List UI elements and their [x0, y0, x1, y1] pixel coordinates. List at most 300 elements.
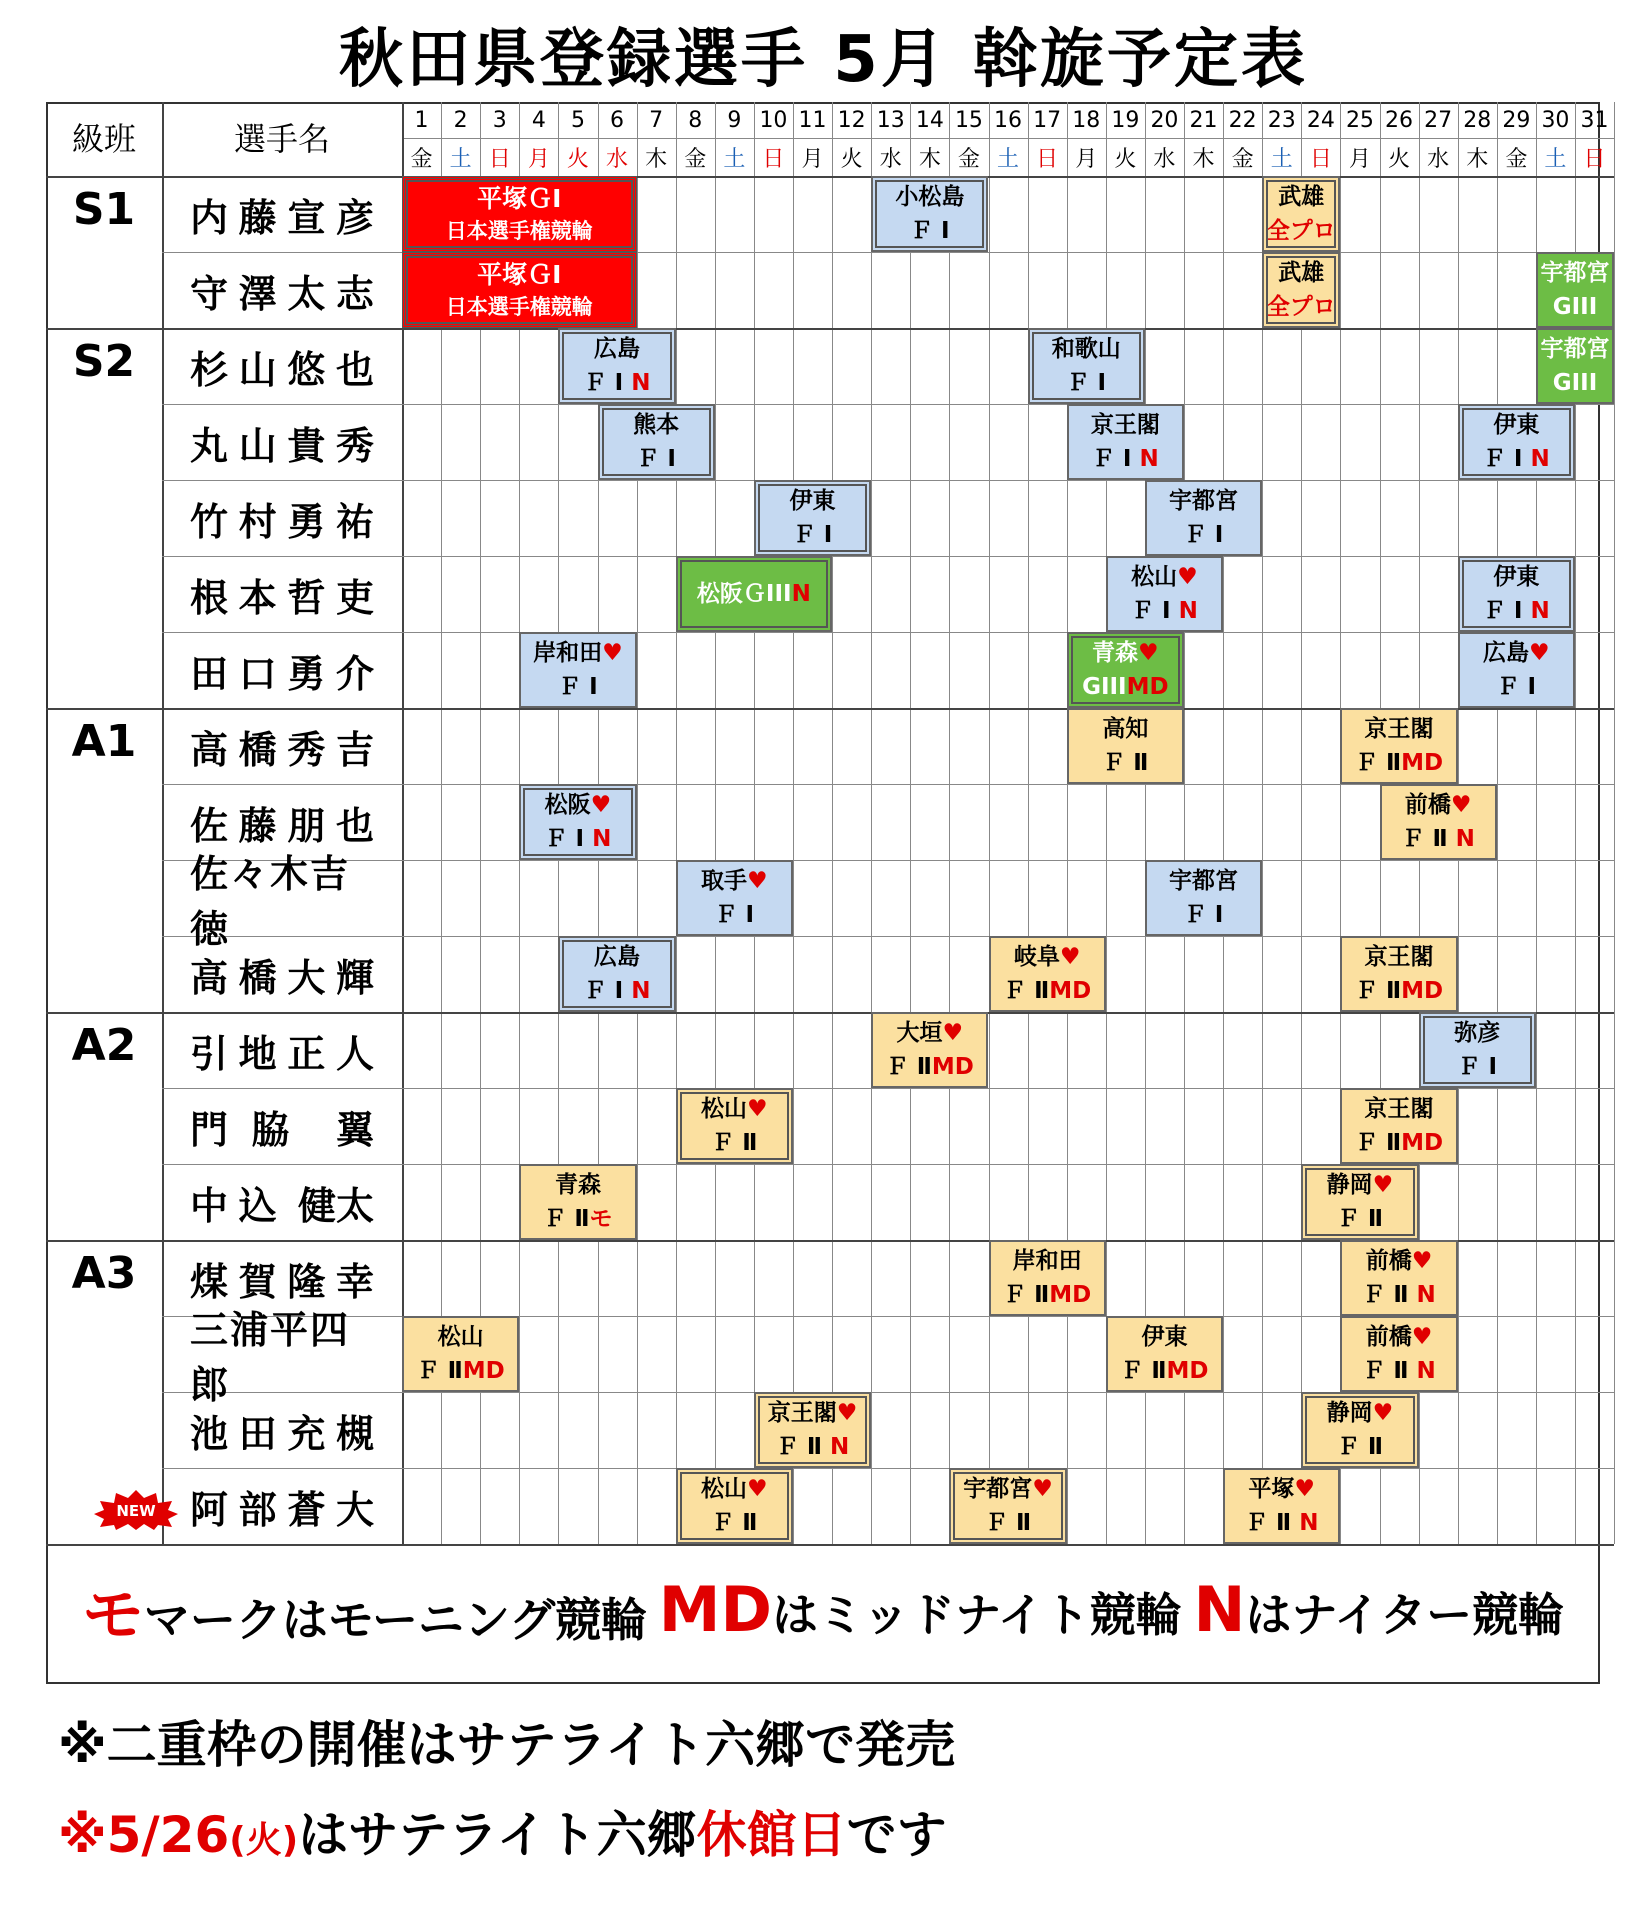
event-block[interactable] [1301, 1164, 1418, 1240]
event-venue [1483, 639, 1550, 666]
heart-icon: ♥ [836, 1399, 858, 1426]
rider-name-char: 脇 [251, 1107, 290, 1152]
nighter-mark: N [1299, 1509, 1319, 1536]
rider-name-char: 佐 [190, 803, 229, 848]
event-grade-text: Ｆ Ⅱ [984, 1509, 1032, 1536]
event-grade [1003, 1281, 1092, 1308]
rank-label: A3 [71, 1248, 137, 1299]
rider-name-char: 込 [238, 1183, 277, 1228]
weekday-label: 月 [1075, 146, 1098, 172]
event-venue [1364, 943, 1434, 970]
event-block[interactable] [676, 1088, 793, 1164]
event-grade [1066, 369, 1107, 396]
rider-name-char: 賀 [238, 1259, 277, 1304]
rider-name-char: 佐々木吉徳 [190, 852, 351, 951]
heart-icon: ♥ [942, 1019, 964, 1046]
event-grade [446, 221, 593, 242]
weekday-label: 日 [1583, 146, 1606, 172]
rider-name-char: 山 [238, 347, 277, 392]
event-block[interactable] [1340, 1316, 1457, 1392]
rank-header: 級班 [71, 120, 136, 158]
nighter-mark: N [1530, 597, 1550, 624]
event-venue [1141, 1323, 1188, 1350]
rider-name-char: 大 [287, 955, 326, 1000]
rider-name-char: 健太 [297, 1183, 374, 1228]
event-venue [896, 1019, 964, 1046]
event-venue [554, 1171, 601, 1198]
nighter-mark: N [631, 369, 651, 396]
event-grade-text: Ｆ Ⅰ [583, 977, 632, 1004]
weekday-label: 月 [527, 146, 550, 172]
nighter-mark: N [631, 977, 651, 1004]
event-grade [446, 297, 593, 318]
event-grade-text: Ｆ Ⅰ [558, 673, 598, 700]
legend-md-mark: MD [658, 1572, 772, 1646]
legend-midnight [659, 1573, 1182, 1646]
rider-name-char: 志 [335, 271, 374, 316]
event-venue-text: 平塚 [1248, 1475, 1295, 1502]
event-grade [1091, 445, 1159, 472]
event-block[interactable] [1458, 404, 1575, 480]
day-number: 15 [954, 107, 983, 133]
event-venue [1131, 563, 1198, 590]
day-number: 26 [1385, 107, 1414, 133]
event-venue-text: 広島 [1483, 639, 1530, 666]
event-venue [477, 186, 561, 211]
event-grade [1482, 597, 1550, 624]
rider-name [162, 176, 402, 252]
heart-icon: ♥ [747, 1095, 768, 1122]
rider-name-char: 太 [287, 271, 326, 316]
event-venue-text: 武雄 [1278, 183, 1325, 210]
rider-name [162, 1088, 402, 1164]
event-block[interactable] [949, 1468, 1066, 1544]
legend-nighter [1193, 1573, 1564, 1646]
legend-mo-text: マークはモーニング競輪 [143, 1592, 648, 1647]
event-grade [1496, 673, 1537, 700]
event-venue-text: 前橋 [1404, 791, 1451, 818]
event-grade-text: Ｆ Ⅰ [1457, 1053, 1498, 1080]
note-holiday: 休館日 [696, 1806, 847, 1864]
event-venue-text: 宇都宮 [1540, 335, 1610, 362]
event-block[interactable] [598, 404, 715, 480]
heart-icon: ♥ [1177, 563, 1198, 590]
day-grid-line [1067, 102, 1068, 1544]
day-number: 30 [1541, 107, 1570, 133]
event-grade-text: Ｆ Ⅰ [1482, 597, 1531, 624]
event-venue-text: 京王閣 [1364, 943, 1434, 970]
midnight-mark: MD [462, 1357, 505, 1384]
event-grade-text: GIII [1552, 293, 1598, 320]
day-number: 17 [1033, 107, 1062, 133]
event-block[interactable] [1340, 1240, 1457, 1316]
event-grade [1401, 825, 1475, 852]
event-venue [701, 867, 768, 894]
event-grade-text: Ｆ Ⅰ [714, 901, 755, 928]
event-block[interactable] [1067, 404, 1184, 480]
day-number: 7 [649, 107, 664, 133]
rider-name-char: 口 [238, 651, 277, 696]
rider-name-char: 蒼 [287, 1487, 326, 1532]
nighter-mark: N [1139, 445, 1159, 472]
event-venue-text: 前橋 [1365, 1323, 1412, 1350]
event-grade [583, 369, 651, 396]
event-block[interactable] [558, 936, 675, 1012]
event-block[interactable] [558, 328, 675, 404]
rider-name-char: 池 [190, 1411, 229, 1456]
event-grade-text: 全プロ [1266, 217, 1336, 244]
day-grid-line [1028, 102, 1029, 1544]
event-grade-text: Ｆ Ⅰ [1183, 901, 1224, 928]
day-number: 8 [688, 107, 703, 133]
heart-icon: ♥ [1411, 1323, 1433, 1350]
rider-name [162, 1012, 402, 1088]
rider-name-char: 也 [335, 347, 374, 392]
event-block[interactable] [1536, 252, 1614, 328]
rider-name-char: 橋 [238, 955, 277, 1000]
weekday-label: 土 [997, 146, 1020, 172]
weekday-label: 月 [801, 146, 824, 172]
weekday-label: 木 [645, 146, 668, 172]
event-venue-text: 松阪 [544, 791, 591, 818]
event-venue-text: 松山 [1131, 563, 1178, 590]
rider-name-char: 煤 [190, 1259, 229, 1304]
event-block[interactable] [519, 632, 636, 708]
new-badge-icon [94, 1490, 178, 1530]
legend [46, 1535, 1600, 1683]
rider-name-char: 輝 [335, 955, 374, 1000]
day-grid-line [715, 102, 716, 1544]
event-venue [701, 1095, 768, 1122]
midnight-mark: MD [1401, 749, 1444, 776]
event-venue [1169, 867, 1239, 894]
event-venue [1278, 259, 1325, 286]
rider-name-char: 充 [287, 1411, 326, 1456]
day-number: 5 [570, 107, 585, 133]
rider-name-char: 門 [190, 1107, 229, 1152]
weekday-label: 日 [1309, 146, 1332, 172]
day-number: 23 [1267, 107, 1296, 133]
nighter-mark: N [1178, 597, 1198, 624]
rank-label: A1 [71, 716, 137, 767]
event-grade-text: Ｆ Ⅰ [1131, 597, 1179, 624]
nighter-mark: N [1416, 1281, 1436, 1308]
day-number: 28 [1463, 107, 1492, 133]
event-venue-text: 和歌山 [1051, 335, 1121, 362]
rider-name-char: 阿 [190, 1487, 229, 1532]
weekday-label: 金 [684, 146, 707, 172]
rider-name-char: 也 [335, 803, 374, 848]
event-venue-text: 伊東 [1493, 411, 1540, 438]
event-block[interactable] [1106, 556, 1223, 632]
event-block[interactable] [1380, 784, 1497, 860]
weekday-label: 水 [879, 146, 902, 172]
day-grid-line [989, 102, 990, 1544]
event-venue-text: 武雄 [1278, 259, 1325, 286]
heart-icon: ♥ [602, 639, 623, 666]
event-venue-text: 熊本 [633, 411, 680, 438]
event-grade-text: Ｆ Ⅰ [544, 825, 593, 852]
rider-name-char: 竹 [190, 499, 229, 544]
event-venue [1248, 1475, 1316, 1502]
rider-name-char: 藤 [238, 195, 277, 240]
day-number: 20 [1150, 107, 1179, 133]
day-grid-line [871, 102, 872, 1544]
weekday-label: 水 [1153, 146, 1176, 172]
event-grade [583, 977, 651, 1004]
event-grade [1482, 445, 1550, 472]
event-block[interactable] [754, 1392, 871, 1468]
event-block[interactable] [1458, 556, 1575, 632]
event-block[interactable] [1340, 708, 1457, 784]
event-grade [1082, 673, 1169, 700]
event-block[interactable] [1145, 860, 1262, 936]
event-grade [1120, 1357, 1209, 1384]
weekday-label: 日 [1036, 146, 1059, 172]
event-grade [636, 445, 676, 472]
event-grade [910, 217, 950, 244]
event-grade [543, 1205, 613, 1232]
rider-name-char: 貴 [287, 423, 326, 468]
event-grade [558, 673, 598, 700]
event-venue [1169, 487, 1239, 514]
rider-name-char: 内 [190, 195, 229, 240]
nighter-mark: N [830, 1433, 850, 1460]
event-grade [544, 825, 612, 852]
event-block[interactable] [1262, 176, 1340, 252]
event-block[interactable] [871, 1012, 988, 1088]
rider-name-char: 朋 [287, 803, 326, 848]
page-title: 秋田県登録選手 5月 斡旋予定表 [338, 23, 1309, 97]
rider-name-char: 正 [287, 1031, 326, 1076]
event-block[interactable] [1106, 1316, 1223, 1392]
note-end: です [846, 1806, 947, 1864]
day-number: 27 [1424, 107, 1453, 133]
event-venue-text: 宇都宮 [1169, 487, 1239, 514]
midnight-mark: MD [1166, 1357, 1209, 1384]
weekday-label: 土 [1544, 146, 1567, 172]
event-grade-text: Ｆ Ⅱ [711, 1129, 758, 1156]
event-grade-text: Ｆ Ⅰ [1482, 445, 1531, 472]
event-block[interactable] [1340, 1088, 1457, 1164]
event-grade [1354, 1129, 1444, 1156]
weekday-label: 日 [762, 146, 785, 172]
event-block[interactable] [676, 860, 793, 936]
rider-name-char: 隆 [287, 1259, 326, 1304]
day-number: 31 [1580, 107, 1609, 133]
weekday-label: 火 [1388, 146, 1411, 172]
rider-name-char: 槻 [335, 1411, 374, 1456]
event-grade-text: Ｆ Ⅰ [583, 369, 632, 396]
heart-icon: ♥ [1529, 639, 1550, 666]
event-block[interactable] [1067, 708, 1184, 784]
event-venue [1365, 1247, 1433, 1274]
event-venue [789, 487, 836, 514]
event-grade-text: Ｆ Ⅰ [792, 521, 833, 548]
event-venue-text: 伊東 [1493, 563, 1540, 590]
event-grade [1336, 1433, 1384, 1460]
event-grade-text: Ｆ Ⅱ [885, 1053, 932, 1080]
weekday-label: 木 [918, 146, 941, 172]
note-weekday: (火) [229, 1820, 299, 1861]
rider-name [162, 1164, 402, 1240]
event-block[interactable] [1028, 328, 1145, 404]
event-grade-text: GIII [1082, 673, 1127, 700]
event-grade [1245, 1509, 1319, 1536]
event-block[interactable] [871, 176, 988, 252]
rider-name [162, 252, 402, 328]
weekday-label: 土 [723, 146, 746, 172]
event-grade-text: Ｆ Ⅱ [1003, 1281, 1050, 1308]
event-block[interactable] [1340, 936, 1457, 1012]
rider-name-char: 引 [190, 1031, 229, 1076]
event-grade [1457, 1053, 1498, 1080]
event-grade-text: Ｆ Ⅱ [1362, 1281, 1417, 1308]
rider-name-char: 大 [335, 1487, 374, 1532]
event-venue-text: 岸和田 [1012, 1247, 1082, 1274]
event-venue [1013, 943, 1081, 970]
event-venue-text: 前橋 [1365, 1247, 1412, 1274]
event-venue [1454, 1019, 1501, 1046]
event-grade-text: Ｆ Ⅱ [775, 1433, 830, 1460]
rider-name-char: 悠 [287, 347, 326, 392]
event-venue-text: 岐阜 [1013, 943, 1060, 970]
rider-name-char: 藤 [238, 803, 277, 848]
event-venue [1326, 1399, 1394, 1426]
event-block[interactable] [1301, 1392, 1418, 1468]
event-grade-text: 日本選手権競輪 [445, 295, 593, 319]
event-grade [984, 1509, 1032, 1536]
heart-icon: ♥ [1059, 943, 1081, 970]
day-number: 16 [994, 107, 1023, 133]
event-block[interactable] [402, 252, 637, 328]
event-venue-text: 宇都宮 [1540, 259, 1610, 286]
event-block[interactable] [989, 936, 1106, 1012]
event-venue [696, 580, 811, 607]
weekday-label: 日 [488, 146, 511, 172]
event-grade-text: GIII [1552, 369, 1598, 396]
nighter-mark: N [1416, 1357, 1436, 1384]
rider-name-char: 彦 [335, 195, 374, 240]
event-block[interactable] [1223, 1468, 1340, 1544]
event-venue-text: 京王閣 [767, 1399, 837, 1426]
event-venue [477, 262, 561, 287]
nighter-mark: N [791, 580, 811, 607]
event-block[interactable] [1458, 632, 1575, 708]
rider-name-char: 介 [335, 651, 374, 696]
event-venue [1493, 411, 1540, 438]
event-grade [711, 1509, 758, 1536]
legend-n-mark: N [1193, 1572, 1246, 1646]
event-grade [1362, 1281, 1436, 1308]
rider-name-char: 守 [190, 271, 229, 316]
event-block[interactable] [1145, 480, 1262, 556]
day-number: 12 [837, 107, 866, 133]
event-grade [792, 521, 833, 548]
legend-mo-mark: モ [81, 1577, 144, 1651]
heart-icon: ♥ [1372, 1399, 1394, 1426]
event-venue-text: 平塚ＧⅠ [477, 184, 562, 213]
event-venue [633, 411, 680, 438]
day-grid-line [754, 102, 755, 1544]
midnight-mark: MD [931, 1053, 974, 1080]
event-venue [594, 335, 641, 362]
day-grid-line [1497, 102, 1498, 1544]
event-venue-text: 広島 [594, 943, 641, 970]
event-venue [895, 183, 965, 210]
rider-name-char: 吏 [335, 575, 374, 620]
event-block[interactable] [989, 1240, 1106, 1316]
event-block[interactable] [1419, 1012, 1536, 1088]
midnight-mark: MD [1401, 977, 1444, 1004]
event-block[interactable] [1067, 632, 1184, 708]
event-grade [711, 1129, 758, 1156]
weekday-label: 火 [1114, 146, 1137, 172]
day-number: 1 [414, 107, 429, 133]
note-date: ※5/26 [58, 1806, 230, 1864]
day-grid-line [637, 102, 638, 1544]
rider-name [162, 708, 402, 784]
rider-name [162, 632, 402, 708]
rider-name-char: 丸 [190, 423, 229, 468]
note-venue: はサテライト六郷 [298, 1806, 697, 1864]
rider-name-char: 部 [238, 1487, 277, 1532]
day-number: 14 [915, 107, 944, 133]
event-block[interactable] [402, 1316, 519, 1392]
event-grade [1266, 217, 1336, 244]
event-venue-text: 京王閣 [1090, 411, 1160, 438]
rider-name [162, 1308, 402, 1407]
rider-name-char: 翼 [335, 1107, 374, 1152]
event-venue [1540, 335, 1610, 362]
rider-name-char: 幸 [335, 1259, 374, 1304]
heart-icon: ♥ [1372, 1171, 1394, 1198]
event-venue-text: 松山 [701, 1095, 748, 1122]
day-number: 3 [492, 107, 507, 133]
weekday-label: 水 [606, 146, 629, 172]
event-block[interactable] [519, 784, 636, 860]
event-venue-text: 宇都宮 [1169, 867, 1239, 894]
event-grade [416, 1357, 505, 1384]
event-block[interactable] [1262, 252, 1340, 328]
event-venue [1365, 1323, 1433, 1350]
rider-name-char: 村 [238, 499, 277, 544]
event-venue [1364, 715, 1434, 742]
day-number: 4 [531, 107, 546, 133]
rider-name-char: 杉 [190, 347, 229, 392]
weekday-label: 火 [840, 146, 863, 172]
event-block[interactable] [754, 480, 871, 556]
event-venue [1092, 639, 1159, 666]
rider-name-char: 勇 [287, 499, 326, 544]
event-grade-text: Ｆ Ⅱ [1354, 749, 1402, 776]
event-grade [885, 1053, 974, 1080]
event-venue-text: 伊東 [1141, 1323, 1188, 1350]
event-block[interactable] [402, 176, 637, 252]
day-number: 6 [610, 107, 625, 133]
event-block[interactable] [676, 1468, 793, 1544]
rider-name-char: 吉 [335, 727, 374, 772]
event-block[interactable] [519, 1164, 636, 1240]
event-venue-text: 平塚ＧⅠ [477, 260, 562, 289]
event-block[interactable] [1536, 328, 1614, 404]
legend-morning [82, 1565, 647, 1654]
event-venue-text: 京王閣 [1364, 1095, 1434, 1122]
event-venue [1012, 1247, 1082, 1274]
rider-name-char: 秀 [287, 727, 326, 772]
event-grade-text: Ｆ Ⅱ [1120, 1357, 1167, 1384]
event-block[interactable] [676, 556, 832, 632]
